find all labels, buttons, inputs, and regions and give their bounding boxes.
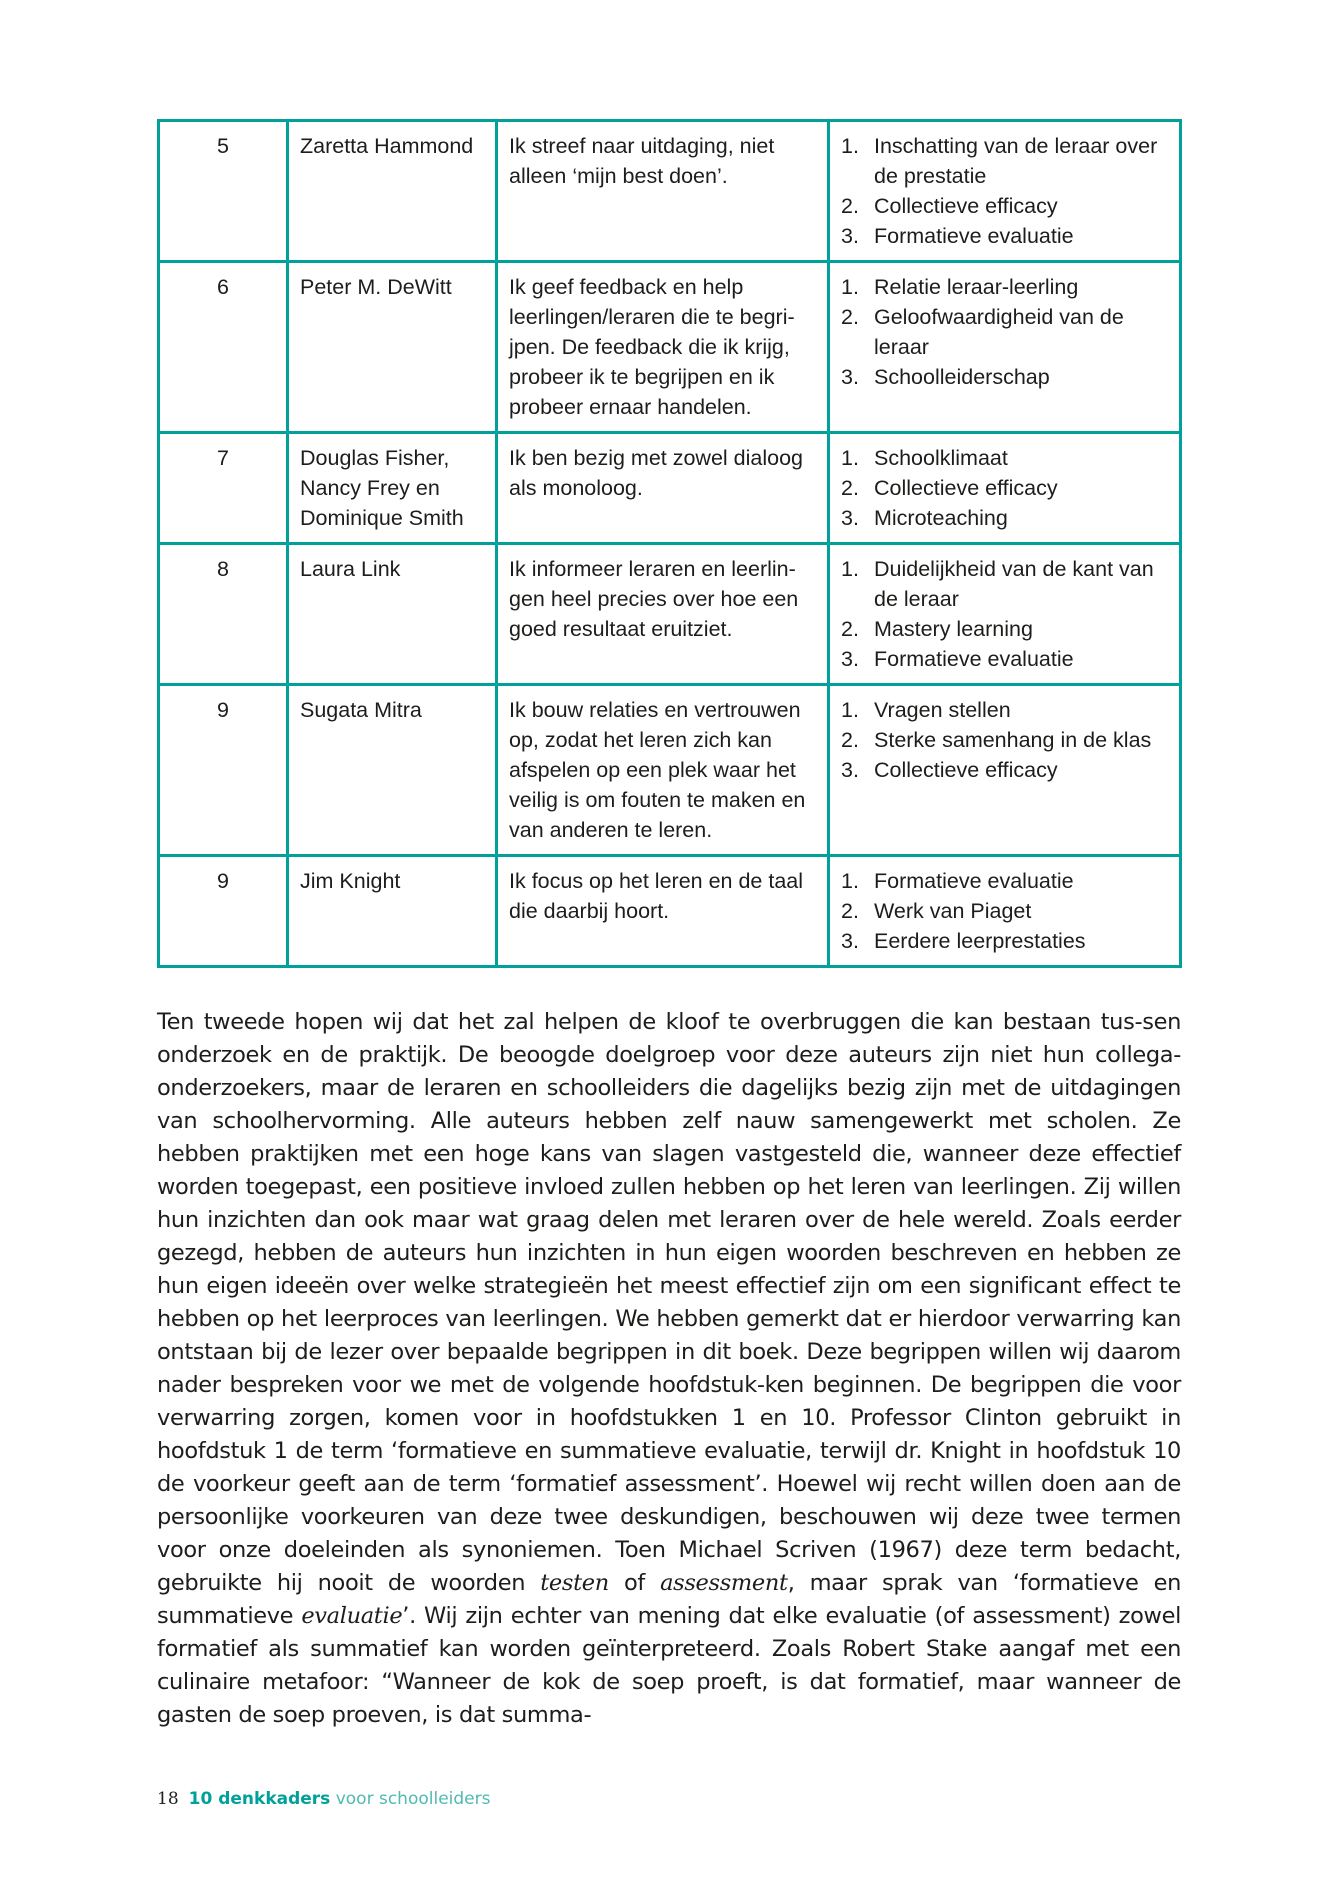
factor-item: 3. Formatieve evaluatie bbox=[841, 647, 1074, 671]
factor-item: 3. Schoolleiderschap bbox=[841, 365, 1050, 389]
factor-list bbox=[841, 443, 1168, 533]
factor-item: 1. Vragen stellen bbox=[841, 698, 1011, 722]
factor-list bbox=[841, 131, 1168, 251]
factor-item: 3. Formatieve evaluatie bbox=[841, 224, 1074, 248]
table-row bbox=[159, 856, 1181, 967]
factor-list bbox=[841, 695, 1168, 785]
author-name: Zaretta Hammond bbox=[288, 121, 497, 262]
factor-item: 3. Collectieve efficacy bbox=[841, 758, 1058, 782]
factor-item: 2. Collectieve efficacy bbox=[841, 194, 1058, 218]
body-paragraph bbox=[157, 1006, 1181, 1732]
factor-list bbox=[841, 272, 1168, 392]
mind-frame-number: 6 bbox=[159, 262, 288, 433]
factor-item: 2. Mastery learning bbox=[841, 617, 1033, 641]
table-row bbox=[159, 433, 1181, 544]
factor-item: 1. Formatieve evaluatie bbox=[841, 869, 1074, 893]
factor-item: 3. Microteaching bbox=[841, 506, 1008, 530]
mind-frame-number: 9 bbox=[159, 856, 288, 967]
italic-term: testen bbox=[540, 1570, 609, 1596]
table-row bbox=[159, 685, 1181, 856]
mind-frame-number: 9 bbox=[159, 685, 288, 856]
book-title-light: voor schoolleiders bbox=[330, 1789, 491, 1809]
factor-item: 2. Sterke samenhang in de klas bbox=[841, 728, 1152, 752]
table-row bbox=[159, 262, 1181, 433]
influence-factors bbox=[829, 121, 1181, 262]
mind-frame-statement: Ik streef naar uitdaging, niet alleen ‘mijn best doen’. bbox=[497, 121, 829, 262]
mind-frame-statement: Ik informeer leraren en leerlin-gen heel precies over hoe een goed resultaat eruitziet. bbox=[497, 544, 829, 685]
paragraph-text: Ten tweede hopen wij dat het zal helpen de kloof te overbruggen die kan bestaan tus-sen onderzoek en de praktijk. De beoogde doelgroep voor deze auteurs zijn niet hun collega-onderzoekers, maar de leraren en schoolleiders die dagelijks bezig zijn met de uitdagingen van schoolhervorming. Alle auteurs hebben zelf nauw samengewerkt met scholen. Ze hebben praktijken met een hoge kans van slagen vastgesteld die, wanneer deze effectief worden toegepast, een positieve invloed zullen hebben op het leren van leerlingen. Zij willen hun inzichten dan ook maar wat graag delen met leraren over de hele wereld. Zoals eerder gezegd, hebben de auteurs hun inzichten in hun eigen woorden beschreven en hebben ze hun eigen ideeën over welke strategieën het meest effectief zijn om een significant effect te hebben op het leerproces van leerlingen. We hebben gemerkt dat er hierdoor verwarring kan ontstaan bij de lezer over bepaalde begrippen in dit boek. Deze begrippen willen wij daarom nader bespreken voor we met de volgende hoofdstuk-ken beginnen. De begrippen die voor verwarring zorgen, komen voor in hoofdstukken 1 en 10. Professor Clinton gebruikt in hoofdstuk 1 de term ‘formatieve en summatieve evaluatie, terwijl dr. Knight in hoofdstuk 10 de voorkeur geeft aan de term ‘formatief assessment’. Hoewel wij recht willen doen aan de persoonlijke voorkeuren van deze twee deskundigen, beschouwen wij deze twee termen voor onze doeleinden als synoniemen. Toen Michael Scriven (1967) deze term bedacht, gebruikte hij nooit de woorden bbox=[157, 1009, 1181, 1596]
paragraph-text: ’. Wij zijn echter van mening dat elke evaluatie (of assessment) zowel formatief als summatief kan worden geïnterpreteerd. Zoals Robert Stake aangaf met een culinaire metafoor: “Wanneer de kok de soep proeft, is dat formatief, maar wanneer de gasten de soep proeven, is dat summa- bbox=[157, 1603, 1181, 1728]
mind-frame-statement: Ik bouw relaties en vertrouwen op, zodat het leren zich kan afspelen op een plek waar het veilig is om fouten te maken en van anderen te leren. bbox=[497, 685, 829, 856]
factor-item: 2. Werk van Piaget bbox=[841, 899, 1032, 923]
factor-list bbox=[841, 866, 1168, 956]
mind-frames-table bbox=[157, 119, 1182, 968]
author-name: Peter M. DeWitt bbox=[288, 262, 497, 433]
mind-frame-statement: Ik focus op het leren en de taal die daarbij hoort. bbox=[497, 856, 829, 967]
influence-factors bbox=[829, 685, 1181, 856]
factor-item: 1. Duidelijkheid van de kant van de leraar bbox=[841, 557, 1154, 611]
mind-frame-statement: Ik geef feedback en help leerlingen/leraren die te begri-jpen. De feedback die ik krijg, probeer ik te begrijpen en ik probeer ernaar handelen. bbox=[497, 262, 829, 433]
factor-item: 1. Inschatting van de leraar over de prestatie bbox=[841, 134, 1158, 188]
mind-frame-number: 8 bbox=[159, 544, 288, 685]
influence-factors bbox=[829, 544, 1181, 685]
factor-item: 2. Collectieve efficacy bbox=[841, 476, 1058, 500]
paragraph-text: of bbox=[608, 1570, 661, 1596]
factor-item: 1. Relatie leraar-leerling bbox=[841, 275, 1079, 299]
influence-factors bbox=[829, 262, 1181, 433]
factor-item: 3. Eerdere leerprestaties bbox=[841, 929, 1086, 953]
paragraph-text: , maar sprak van ‘formatieve en summatieve bbox=[157, 1570, 1182, 1629]
influence-factors bbox=[829, 433, 1181, 544]
table-row bbox=[159, 121, 1181, 262]
table-row bbox=[159, 544, 1181, 685]
influence-factors bbox=[829, 856, 1181, 967]
author-name: Jim Knight bbox=[288, 856, 497, 967]
page-footer bbox=[157, 1787, 490, 1811]
factor-list bbox=[841, 554, 1168, 674]
mind-frame-number: 7 bbox=[159, 433, 288, 544]
author-name: Sugata Mitra bbox=[288, 685, 497, 856]
factor-item: 2. Geloofwaardigheid van de leraar bbox=[841, 305, 1124, 359]
book-title-strong: 10 denkkaders bbox=[188, 1789, 331, 1809]
page-number: 18 bbox=[157, 1789, 179, 1809]
author-name: Douglas Fisher, Nancy Frey en Dominique Smith bbox=[288, 433, 497, 544]
mind-frame-number: 5 bbox=[159, 121, 288, 262]
italic-term: evaluatie bbox=[301, 1603, 403, 1629]
author-name: Laura Link bbox=[288, 544, 497, 685]
italic-term: assessment bbox=[660, 1570, 788, 1596]
mind-frame-statement: Ik ben bezig met zowel dialoog als monoloog. bbox=[497, 433, 829, 544]
factor-item: 1. Schoolklimaat bbox=[841, 446, 1008, 470]
